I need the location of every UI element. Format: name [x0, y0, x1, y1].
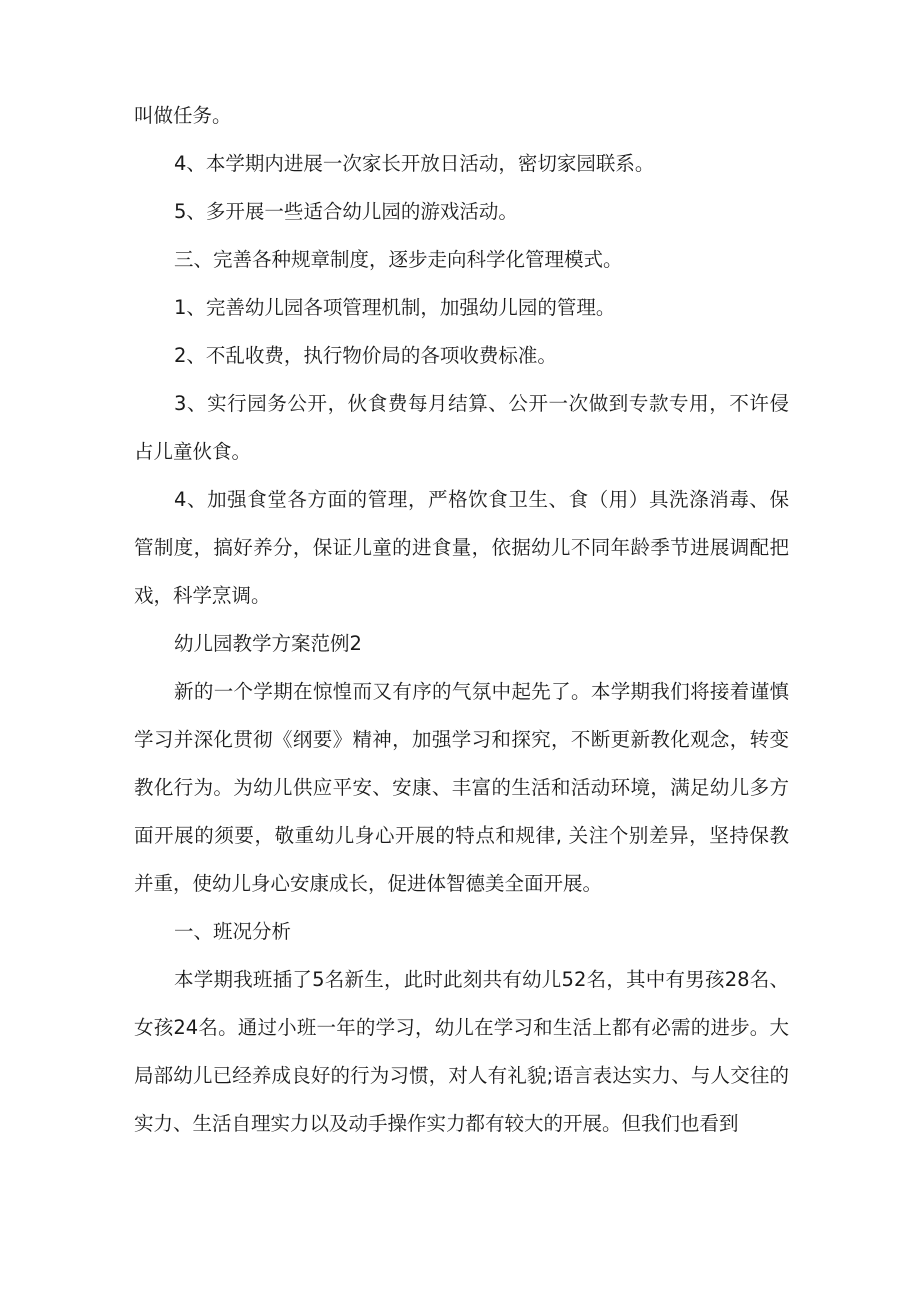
paragraph: 本学期我班插了5名新生，此时此刻共有幼儿52名，其中有男孩28名、女孩24名。通过小班一年的学习，幼儿在学习和生活上都有必需的进步。大局部幼儿已经养成良好的行为习惯，对人有礼貌;语言表达实力、与人交往的实力、生活自理实力以及动手操作实力都有较大的开展。但我们也看到 [134, 968, 789, 1135]
paragraph: 1、完善幼儿园各项管理机制，加强幼儿园的管理。 [174, 296, 616, 319]
document-body [134, 92, 789, 1148]
paragraph: 3、实行园务公开，伙食费每月结算、公开一次做到专款专用，不许侵占儿童伙食。 [134, 392, 789, 463]
paragraph: 叫做任务。 [134, 104, 232, 127]
paragraph: 4、本学期内进展一次家长开放日活动，密切家园联系。 [174, 152, 655, 175]
paragraph: 新的一个学期在惊惶而又有序的气氛中起先了。本学期我们将接着谨慎学习并深化贯彻《纲要》精神，加强学习和探究，不断更新教化观念，转变教化行为。为幼儿供应平安、安康、丰富的生活和活动环境，满足幼儿多方面开展的须要，敬重幼儿身心开展的特点和规律, 关注个别差异，坚持保教并重，使幼儿身心安康成长，促进体智德美全面开展。 [134, 680, 789, 895]
section-title: 幼儿园教学方案范例2 [174, 632, 362, 655]
section-heading: 一、班况分析 [174, 920, 292, 943]
section-heading: 三、完善各种规章制度，逐步走向科学化管理模式。 [174, 248, 623, 271]
paragraph: 2、不乱收费，执行物价局的各项收费标准。 [174, 344, 557, 367]
paragraph: 4、加强食堂各方面的管理，严格饮食卫生、食（用）具洗涤消毒、保管制度，搞好养分，保证儿童的进食量，依据幼儿不同年龄季节进展调配把戏，科学烹调。 [134, 488, 789, 607]
paragraph: 5、多开展一些适合幼儿园的游戏活动。 [174, 200, 518, 223]
